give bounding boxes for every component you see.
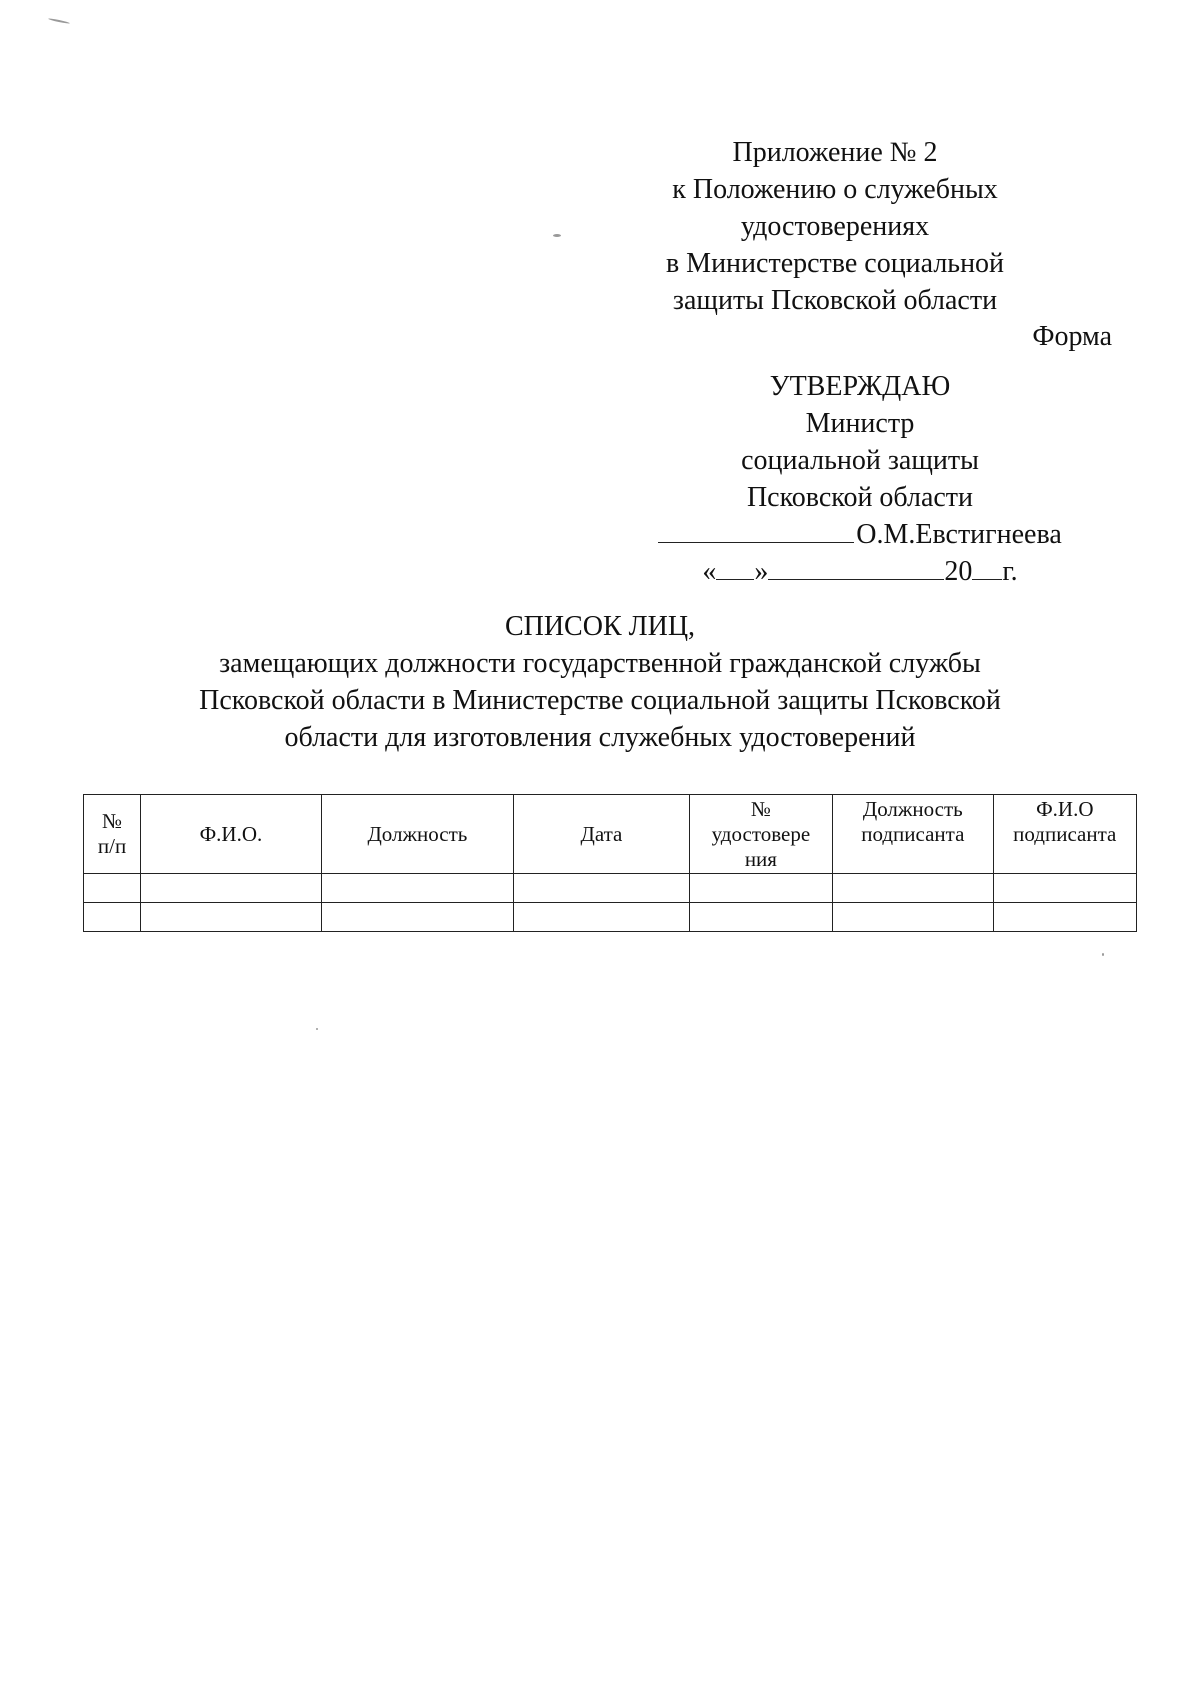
document-title	[150, 608, 1050, 756]
day-blank	[716, 553, 754, 580]
scan-speck	[553, 234, 561, 237]
table-header-row	[84, 795, 1137, 874]
year-blank	[972, 553, 1002, 580]
header-signer-position: Должность подписанта	[833, 795, 993, 874]
signature-row	[640, 516, 1080, 553]
table-cell	[689, 903, 832, 932]
approval-position-line: социальной защиты	[741, 445, 979, 476]
table-cell	[833, 903, 993, 932]
appendix-reference	[650, 134, 1020, 319]
scan-speck	[48, 18, 70, 25]
table-cell	[993, 903, 1136, 932]
table-row	[84, 874, 1137, 903]
year-suffix: г.	[1002, 556, 1018, 587]
header-full-name: Ф.И.О.	[141, 795, 322, 874]
header-certificate-number: № удостовере ния	[689, 795, 832, 874]
scan-speck	[316, 1028, 318, 1030]
appendix-line: Приложение № 2	[732, 137, 938, 168]
table-cell	[993, 874, 1136, 903]
approval-heading: УТВЕРЖДАЮ	[769, 371, 951, 402]
table-cell	[514, 903, 689, 932]
table-cell	[321, 874, 514, 903]
header-date: Дата	[514, 795, 689, 874]
table-cell	[141, 874, 322, 903]
scan-speck	[1102, 953, 1104, 956]
form-label: Форма	[1032, 321, 1112, 352]
title-sub-line: области для изготовления служебных удостоверений	[284, 722, 916, 753]
year-prefix: 20	[944, 556, 973, 587]
appendix-line: в Министерстве социальной	[665, 248, 1005, 279]
header-position: Должность	[321, 795, 514, 874]
title-main: СПИСОК ЛИЦ,	[504, 611, 696, 642]
table-cell	[321, 903, 514, 932]
date-open-quote: «	[702, 556, 717, 587]
table-cell	[833, 874, 993, 903]
table-cell	[84, 874, 141, 903]
approval-block	[640, 368, 1080, 590]
header-number: № п/п	[84, 795, 141, 874]
table-cell	[141, 903, 322, 932]
header-signer-name: Ф.И.О подписанта	[993, 795, 1136, 874]
approval-position-line: Министр	[805, 408, 915, 439]
appendix-line: к Положению о служебных	[672, 174, 998, 205]
title-sub-line: Псковской области в Министерстве социальной защиты Псковской	[199, 685, 1001, 716]
persons-table	[83, 794, 1137, 932]
signature-blank	[658, 516, 854, 543]
approval-position-line: Псковской области	[746, 482, 974, 513]
appendix-line: удостоверениях	[740, 211, 930, 242]
table-cell	[514, 874, 689, 903]
signatory-name: О.М.Евстигнеева	[856, 519, 1062, 550]
table-cell	[689, 874, 832, 903]
table-cell	[84, 903, 141, 932]
title-sub-line: замещающих должности государственной гражданской службы	[219, 648, 981, 679]
appendix-line: защиты Псковской области	[672, 285, 998, 316]
date-close-quote: »	[754, 556, 769, 587]
month-blank	[768, 553, 944, 580]
date-row	[640, 553, 1080, 590]
table-row	[84, 903, 1137, 932]
